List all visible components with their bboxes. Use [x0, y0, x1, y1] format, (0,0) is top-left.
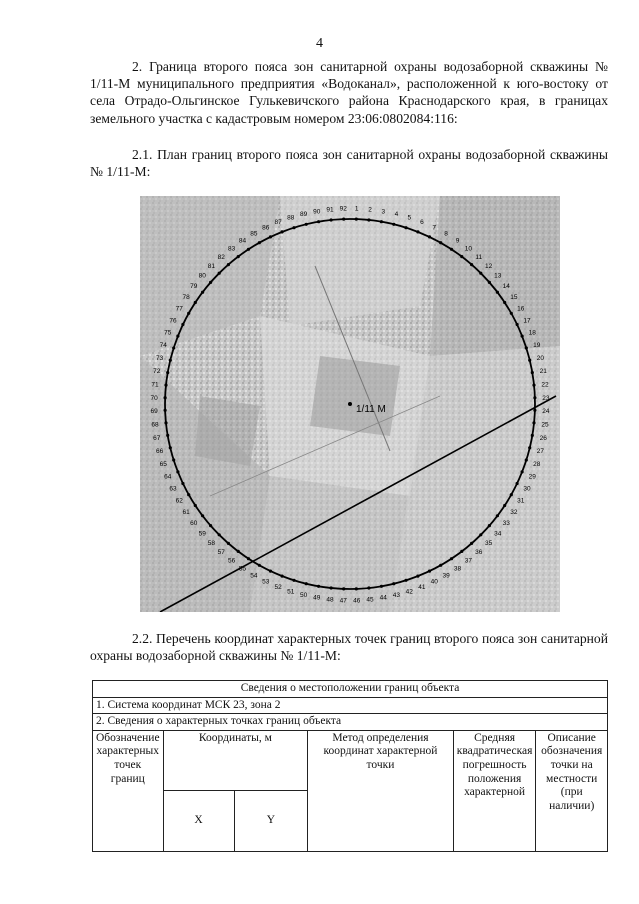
boundary-point-74 — [172, 346, 175, 349]
boundary-point-81 — [218, 272, 221, 275]
boundary-point-21 — [531, 371, 534, 374]
boundary-point-47 — [342, 587, 345, 590]
page-number: 4 — [316, 36, 323, 51]
boundary-point-label-62: 62 — [175, 497, 183, 505]
boundary-point-label-82: 82 — [217, 253, 225, 261]
boundary-point-51 — [292, 579, 295, 582]
boundary-point-38 — [450, 557, 453, 560]
boundary-point-label-1: 1 — [354, 205, 359, 213]
boundary-point-label-14: 14 — [502, 283, 510, 291]
boundary-point-label-18: 18 — [528, 329, 536, 337]
col-header-designation: Обозначение характерных точек границ — [93, 730, 164, 851]
boundary-point-label-80: 80 — [198, 272, 206, 280]
boundary-point-91 — [330, 218, 333, 221]
boundary-point-12 — [479, 272, 482, 275]
boundary-point-67 — [166, 434, 169, 437]
boundary-point-85 — [258, 241, 261, 244]
boundary-point-label-11: 11 — [475, 253, 483, 261]
boundary-point-label-73: 73 — [155, 355, 164, 363]
boundary-point-label-67: 67 — [153, 434, 161, 442]
boundary-point-label-45: 45 — [366, 596, 374, 604]
boundary-point-53 — [269, 570, 272, 573]
boundary-point-48 — [330, 586, 333, 589]
boundary-point-36 — [470, 542, 473, 545]
boundary-point-label-75: 75 — [164, 329, 172, 337]
boundary-point-label-54: 54 — [250, 572, 258, 580]
boundary-point-label-69: 69 — [150, 408, 158, 416]
boundary-point-label-86: 86 — [262, 224, 270, 232]
boundary-point-label-40: 40 — [430, 578, 438, 586]
boundary-point-label-47: 47 — [339, 597, 347, 605]
boundary-point-16 — [510, 312, 513, 315]
boundary-point-label-38: 38 — [453, 565, 462, 573]
table-title: Сведения о местоположении границ объекта — [93, 681, 608, 698]
boundary-point-75 — [176, 335, 179, 338]
col-header-description: Описание обозначения точки на местности (при наличии) — [536, 730, 608, 851]
boundary-point-label-6: 6 — [420, 219, 424, 227]
boundary-point-26 — [531, 434, 534, 437]
boundary-point-label-4: 4 — [394, 211, 399, 219]
boundary-point-label-22: 22 — [541, 381, 549, 389]
boundary-point-7 — [428, 235, 431, 238]
boundary-point-label-33: 33 — [502, 519, 510, 527]
boundary-point-label-51: 51 — [287, 588, 295, 596]
boundary-point-label-63: 63 — [169, 485, 177, 493]
boundary-point-label-7: 7 — [432, 224, 437, 232]
boundary-point-18 — [521, 335, 524, 338]
boundary-point-label-3: 3 — [381, 208, 386, 216]
boundary-point-56 — [237, 550, 240, 553]
boundary-point-label-79: 79 — [190, 283, 198, 291]
boundary-point-label-60: 60 — [190, 519, 198, 527]
boundary-point-43 — [392, 582, 395, 585]
boundary-point-52 — [281, 575, 284, 578]
boundary-point-73 — [169, 359, 172, 362]
boundary-point-label-61: 61 — [182, 509, 190, 516]
boundary-point-label-87: 87 — [274, 219, 282, 227]
boundary-point-40 — [428, 570, 431, 573]
boundary-point-label-46: 46 — [353, 597, 361, 605]
boundary-point-label-24: 24 — [542, 408, 550, 416]
boundary-point-label-28: 28 — [533, 460, 541, 468]
boundary-point-64 — [176, 470, 179, 473]
boundary-plan-map — [140, 196, 560, 612]
boundary-point-label-71: 71 — [151, 381, 159, 389]
boundary-point-label-90: 90 — [313, 208, 321, 216]
section-2-2-heading: 2.2. Перечень координат характерных точек границ второго пояса зон санитарной охраны водозаборной скважины № 1/11-М: — [90, 631, 608, 664]
boundary-point-label-76: 76 — [169, 317, 177, 325]
boundary-point-label-89: 89 — [299, 211, 308, 219]
boundary-point-87 — [281, 230, 284, 233]
boundary-point-69 — [164, 409, 167, 412]
boundary-point-label-58: 58 — [207, 540, 216, 548]
boundary-point-9 — [450, 248, 453, 251]
boundary-point-4 — [392, 223, 395, 226]
well-marker — [348, 402, 352, 406]
boundary-point-25 — [532, 421, 535, 424]
boundary-point-label-21: 21 — [539, 368, 547, 376]
boundary-point-61 — [194, 504, 197, 507]
boundary-point-label-91: 91 — [326, 206, 334, 214]
boundary-point-label-43: 43 — [392, 591, 401, 599]
boundary-point-label-68: 68 — [151, 421, 159, 429]
boundary-point-2 — [367, 218, 370, 221]
boundary-point-6 — [416, 230, 419, 233]
boundary-point-86 — [269, 235, 272, 238]
boundary-point-label-66: 66 — [155, 447, 164, 455]
boundary-point-label-2: 2 — [368, 206, 372, 214]
boundary-point-label-25: 25 — [541, 421, 549, 429]
boundary-point-72 — [166, 371, 169, 374]
boundary-point-82 — [227, 263, 230, 266]
table-row-coordinate-system: 1. Система координат МСК 23, зона 2 — [93, 697, 608, 714]
boundary-point-13 — [488, 281, 491, 284]
boundary-point-31 — [510, 493, 513, 496]
boundary-point-70 — [164, 396, 167, 399]
boundary-point-label-34: 34 — [494, 530, 502, 538]
boundary-point-80 — [209, 281, 212, 284]
boundary-point-66 — [169, 446, 172, 449]
boundary-point-3 — [380, 220, 383, 223]
boundary-point-62 — [187, 493, 190, 496]
boundary-point-92 — [342, 218, 345, 221]
boundary-point-label-9: 9 — [455, 237, 460, 245]
boundary-point-83 — [237, 255, 240, 258]
boundary-point-label-5: 5 — [407, 214, 412, 222]
col-header-coordinates: Координаты, м — [163, 730, 308, 791]
boundary-point-5 — [404, 226, 407, 229]
boundary-point-label-72: 72 — [153, 368, 161, 376]
boundary-point-45 — [367, 586, 370, 589]
boundary-point-label-41: 41 — [418, 583, 426, 591]
boundary-point-label-30: 30 — [523, 485, 531, 493]
boundary-point-label-83: 83 — [227, 245, 236, 253]
boundary-point-10 — [460, 255, 463, 258]
boundary-point-37 — [460, 550, 463, 553]
boundary-point-22 — [532, 384, 535, 387]
boundary-point-63 — [181, 482, 184, 485]
boundary-point-49 — [317, 585, 320, 588]
boundary-point-label-74: 74 — [159, 342, 167, 350]
boundary-point-39 — [439, 564, 442, 567]
boundary-point-label-36: 36 — [475, 549, 483, 557]
boundary-point-label-77: 77 — [175, 305, 183, 313]
boundary-point-58 — [218, 533, 221, 536]
section-2-1-heading: 2.1. План границ второго пояса зон санитарной охраны водозаборной скважины № 1/11-М: — [90, 147, 608, 180]
boundary-point-1 — [355, 218, 358, 221]
boundary-point-46 — [355, 587, 358, 590]
col-header-method: Метод определения координат характерной точки — [308, 730, 454, 851]
boundary-point-33 — [496, 514, 499, 517]
boundary-point-label-19: 19 — [533, 342, 541, 350]
boundary-point-label-55: 55 — [238, 565, 247, 573]
boundary-point-label-31: 31 — [517, 497, 525, 505]
boundary-point-8 — [439, 241, 442, 244]
boundary-point-71 — [164, 384, 167, 387]
boundary-point-88 — [292, 226, 295, 229]
boundary-point-label-35: 35 — [484, 540, 493, 548]
boundary-point-89 — [305, 223, 308, 226]
boundary-point-28 — [525, 458, 528, 461]
boundary-point-label-92: 92 — [339, 205, 347, 213]
boundary-point-60 — [201, 514, 204, 517]
boundary-point-label-8: 8 — [444, 230, 448, 238]
boundary-point-label-53: 53 — [262, 578, 270, 586]
boundary-point-label-32: 32 — [510, 509, 518, 516]
boundary-point-label-64: 64 — [164, 473, 172, 481]
boundary-point-label-65: 65 — [159, 460, 167, 468]
boundary-point-label-20: 20 — [536, 355, 545, 363]
boundary-point-35 — [479, 533, 482, 536]
boundary-point-20 — [528, 359, 531, 362]
boundary-point-label-39: 39 — [442, 572, 450, 580]
boundary-point-label-85: 85 — [250, 230, 258, 238]
boundary-point-label-57: 57 — [217, 549, 225, 557]
boundary-point-27 — [528, 446, 531, 449]
boundary-point-30 — [516, 482, 519, 485]
boundary-point-label-26: 26 — [539, 434, 547, 442]
boundary-point-label-16: 16 — [517, 305, 525, 313]
boundary-point-44 — [380, 585, 383, 588]
boundary-point-32 — [503, 504, 506, 507]
boundary-point-59 — [209, 524, 212, 527]
boundary-point-label-27: 27 — [536, 447, 545, 455]
boundary-point-label-10: 10 — [464, 245, 473, 253]
boundary-point-11 — [470, 263, 473, 266]
col-header-error: Средняя квадратическая погрешность положения характерной — [453, 730, 536, 851]
coordinates-table — [92, 680, 608, 852]
boundary-point-78 — [194, 301, 197, 304]
boundary-point-68 — [164, 421, 167, 424]
boundary-point-77 — [187, 312, 190, 315]
boundary-point-label-49: 49 — [313, 594, 321, 602]
boundary-point-label-17: 17 — [523, 317, 531, 325]
boundary-point-label-48: 48 — [326, 596, 334, 604]
boundary-point-label-44: 44 — [379, 594, 387, 602]
boundary-point-label-23: 23 — [542, 394, 550, 402]
well-label: 1/11 М — [356, 404, 386, 415]
section-2-heading: 2. Граница второго пояса зон санитарной охраны водозаборной скважины № 1/11-М муниципального предприятия «Водоканал», расположенной к юго-востоку от села Отрадо-Ольгинское Гулькевичского района Краснодарского края, в границах земельного участка с кадастровым номером 23:06:0802084:116: — [90, 59, 608, 126]
boundary-point-label-13: 13 — [494, 272, 502, 280]
boundary-point-54 — [258, 564, 261, 567]
boundary-point-label-37: 37 — [464, 557, 473, 565]
boundary-point-42 — [404, 579, 407, 582]
boundary-point-41 — [416, 575, 419, 578]
boundary-point-90 — [317, 220, 320, 223]
boundary-point-label-78: 78 — [182, 294, 190, 301]
boundary-point-15 — [503, 301, 506, 304]
col-header-x: X — [163, 791, 234, 852]
boundary-point-14 — [496, 291, 499, 294]
boundary-point-84 — [247, 248, 250, 251]
boundary-point-29 — [521, 470, 524, 473]
boundary-point-17 — [516, 323, 519, 326]
boundary-point-label-15: 15 — [510, 294, 518, 301]
boundary-point-50 — [305, 582, 308, 585]
boundary-point-79 — [201, 291, 204, 294]
boundary-point-label-81: 81 — [207, 262, 216, 270]
boundary-point-label-29: 29 — [528, 473, 536, 481]
boundary-point-label-88: 88 — [287, 214, 295, 222]
boundary-point-label-12: 12 — [484, 262, 493, 270]
boundary-point-19 — [525, 346, 528, 349]
boundary-point-34 — [488, 524, 491, 527]
boundary-point-24 — [533, 409, 536, 412]
boundary-point-label-50: 50 — [299, 591, 308, 599]
boundary-point-label-70: 70 — [150, 394, 158, 402]
boundary-point-65 — [172, 458, 175, 461]
boundary-point-76 — [181, 323, 184, 326]
boundary-point-57 — [227, 542, 230, 545]
col-header-y: Y — [234, 791, 308, 852]
boundary-point-label-42: 42 — [405, 588, 413, 596]
boundary-point-label-84: 84 — [238, 237, 247, 245]
boundary-point-55 — [247, 557, 250, 560]
boundary-point-label-56: 56 — [227, 557, 236, 565]
table-row-points-info: 2. Сведения о характерных точках границ объекта — [93, 714, 608, 731]
boundary-point-label-52: 52 — [274, 583, 282, 591]
boundary-point-label-59: 59 — [198, 530, 206, 538]
boundary-point-23 — [533, 396, 536, 399]
